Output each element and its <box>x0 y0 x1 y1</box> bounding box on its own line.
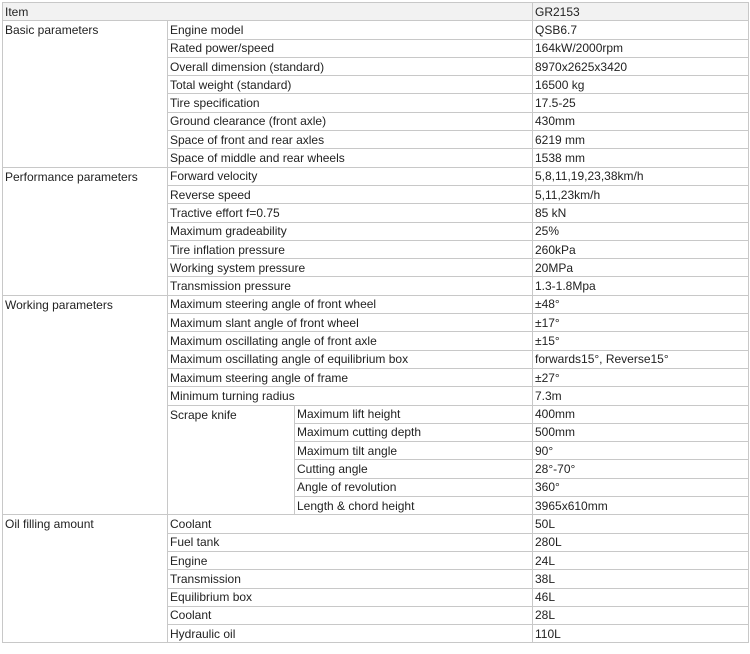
row-value: ±15° <box>533 332 749 350</box>
header-item-cell: Item <box>3 3 533 21</box>
row-value: 85 kN <box>533 204 749 222</box>
row-label: Maximum oscillating angle of equilibrium box <box>168 350 533 368</box>
row-value: 25% <box>533 222 749 240</box>
row-label: Minimum turning radius <box>168 387 533 405</box>
subgroup-scrape-knife: Scrape knife <box>168 405 295 515</box>
table-row <box>3 295 749 313</box>
row-label: Reverse speed <box>168 185 533 203</box>
header-model-cell: GR2153 <box>533 3 749 21</box>
row-label: Maximum steering angle of frame <box>168 368 533 386</box>
row-label: Tire inflation pressure <box>168 240 533 258</box>
row-value: 260kPa <box>533 240 749 258</box>
row-value: 110L <box>533 625 749 643</box>
row-label: Cutting angle <box>295 460 533 478</box>
row-value: QSB6.7 <box>533 21 749 39</box>
row-value: 24L <box>533 551 749 569</box>
row-label: Space of front and rear axles <box>168 131 533 149</box>
row-label: Space of middle and rear wheels <box>168 149 533 167</box>
row-value: 20MPa <box>533 259 749 277</box>
row-value: 500mm <box>533 423 749 441</box>
row-label: Maximum steering angle of front wheel <box>168 295 533 313</box>
row-label: Transmission <box>168 570 533 588</box>
row-label: Rated power/speed <box>168 39 533 57</box>
row-value: 46L <box>533 588 749 606</box>
row-value: 7.3m <box>533 387 749 405</box>
group-basic-parameters: Basic parameters <box>3 21 168 167</box>
row-value: ±48° <box>533 295 749 313</box>
row-label: Coolant <box>168 515 533 533</box>
group-performance-parameters: Performance parameters <box>3 167 168 295</box>
row-value: ±27° <box>533 368 749 386</box>
row-value: forwards15°, Reverse15° <box>533 350 749 368</box>
row-label: Engine model <box>168 21 533 39</box>
row-label: Maximum gradeability <box>168 222 533 240</box>
row-value: 164kW/2000rpm <box>533 39 749 57</box>
row-value: 360° <box>533 478 749 496</box>
row-value: 50L <box>533 515 749 533</box>
table-row <box>3 21 749 39</box>
row-value: ±17° <box>533 314 749 332</box>
row-value: 3965x610mm <box>533 497 749 515</box>
row-label: Coolant <box>168 606 533 624</box>
row-value: 28L <box>533 606 749 624</box>
row-label: Overall dimension (standard) <box>168 57 533 75</box>
row-value: 1538 mm <box>533 149 749 167</box>
row-label: Maximum lift height <box>295 405 533 423</box>
row-label: Tractive effort f=0.75 <box>168 204 533 222</box>
row-value: 5,8,11,19,23,38km/h <box>533 167 749 185</box>
row-value: 5,11,23km/h <box>533 185 749 203</box>
row-value: 1.3-1.8Mpa <box>533 277 749 295</box>
row-label: Ground clearance (front axle) <box>168 112 533 130</box>
group-oil-filling-amount: Oil filling amount <box>3 515 168 643</box>
row-label: Tire specification <box>168 94 533 112</box>
row-label: Length & chord height <box>295 497 533 515</box>
row-value: 8970x2625x3420 <box>533 57 749 75</box>
row-label: Maximum tilt angle <box>295 442 533 460</box>
row-value: 16500 kg <box>533 76 749 94</box>
row-label: Working system pressure <box>168 259 533 277</box>
row-label: Equilibrium box <box>168 588 533 606</box>
table-row <box>3 167 749 185</box>
group-working-parameters: Working parameters <box>3 295 168 515</box>
row-label: Angle of revolution <box>295 478 533 496</box>
row-label: Maximum oscillating angle of front axle <box>168 332 533 350</box>
row-label: Maximum slant angle of front wheel <box>168 314 533 332</box>
row-label: Engine <box>168 551 533 569</box>
row-label: Forward velocity <box>168 167 533 185</box>
row-label: Maximum cutting depth <box>295 423 533 441</box>
row-value: 17.5-25 <box>533 94 749 112</box>
row-value: 280L <box>533 533 749 551</box>
row-value: 38L <box>533 570 749 588</box>
row-value: 430mm <box>533 112 749 130</box>
row-label: Fuel tank <box>168 533 533 551</box>
table-row <box>3 515 749 533</box>
row-value: 90° <box>533 442 749 460</box>
table-header-row <box>3 3 749 21</box>
row-label: Hydraulic oil <box>168 625 533 643</box>
row-value: 400mm <box>533 405 749 423</box>
row-value: 28°-70° <box>533 460 749 478</box>
row-label: Transmission pressure <box>168 277 533 295</box>
row-value: 6219 mm <box>533 131 749 149</box>
row-label: Total weight (standard) <box>168 76 533 94</box>
spec-table <box>2 2 749 643</box>
